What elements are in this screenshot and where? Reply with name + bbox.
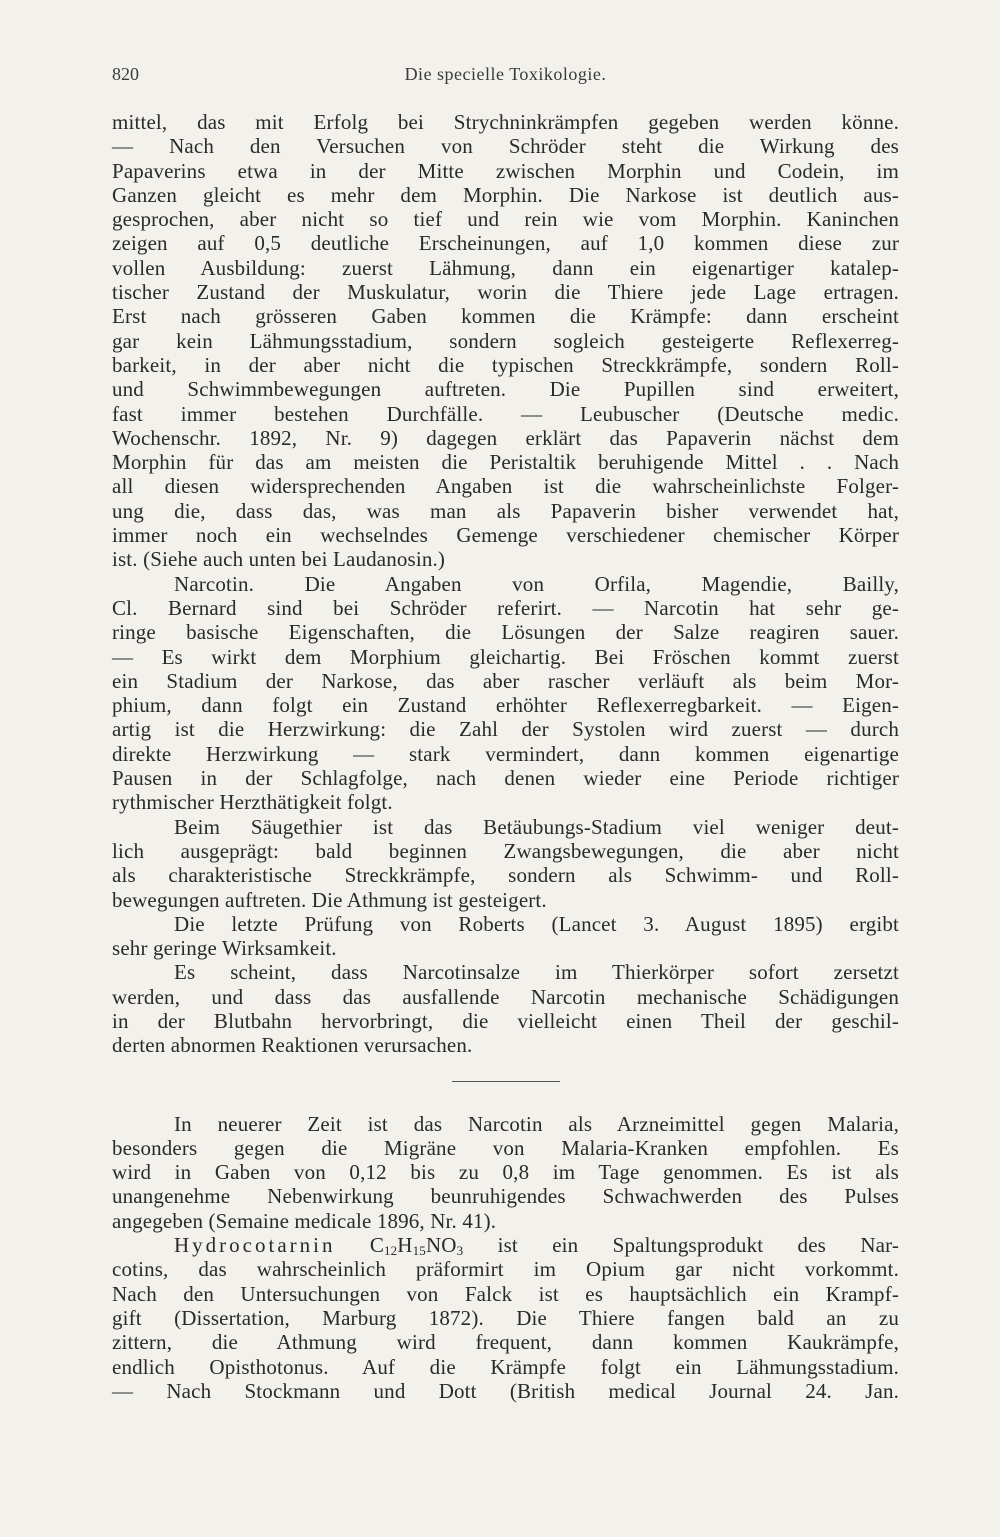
paragraph-saeugethier	[112, 815, 899, 912]
text-line: ringe basische Eigenschaften, die Lösungen der Salze reagiren sauer.	[112, 620, 899, 645]
text-line: barkeit, in der aber nicht die typischen Streckkrämpfe, sondern Roll-	[112, 352, 899, 377]
text-line-rest: ist ein Spaltungsprodukt des Nar-	[497, 1233, 899, 1258]
paragraph-narcotinsalze	[112, 960, 899, 1057]
text-line: derten abnormen Reaktionen verursachen.	[112, 1033, 473, 1058]
text-line: bewegungen auftreten. Die Athmung ist gesteigert.	[112, 887, 547, 912]
text-line: gift (Dissertation, Marburg 1872). Die Thiere fangen bald an zu	[112, 1305, 899, 1330]
text-line: als charakteristische Streckkrämpfe, sondern als Schwimm- und Roll-	[112, 863, 899, 888]
text-line: Es scheint, dass Narcotinsalze im Thierkörper sofort zersetzt	[174, 960, 899, 985]
text-line: artig ist die Herzwirkung: die Zahl der Systolen wird zuerst — durch	[112, 717, 899, 742]
chemical-formula: $C_{12}H_{15}NO_3$	[369, 1233, 464, 1259]
text-line: Die letzte Prüfung von Roberts (Lancet 3. August 1895) ergibt	[174, 911, 899, 936]
text-line: und Schwimmbewegungen auftreten. Die Pupillen sind erweitert,	[112, 377, 899, 402]
text-line: gesprochen, aber nicht so tief und rein wie vom Morphin. Kaninchen	[112, 207, 899, 232]
page-number: 820	[112, 64, 139, 84]
text-line: cotins, das wahrscheinlich präformirt im Opium gar nicht vorkommt.	[112, 1257, 899, 1282]
text-line: — Nach den Versuchen von Schröder steht die Wirkung des	[112, 134, 899, 159]
text-line: in der Blutbahn hervorbringt, die vielleicht einen Theil der geschil-	[112, 1008, 899, 1033]
paragraph-roberts	[112, 912, 899, 961]
text-line: zeigen auf 0,5 deutliche Erscheinungen, auf 1,0 kommen diese zur	[112, 231, 899, 256]
paragraph-papaverin	[112, 110, 899, 572]
book-page	[112, 60, 899, 1403]
text-line: phium, dann folgt ein Zustand erhöhter Reflexerregbarkeit. — Eigen-	[112, 693, 899, 718]
text-line: Erst nach grösseren Gaben kommen die Krämpfe: dann erscheint	[112, 304, 899, 329]
text-line: gar kein Lähmungsstadium, sondern sogleich gesteigerte Reflexerreg-	[112, 328, 899, 353]
text-line: Morphin für das am meisten die Peristaltik beruhigende Mittel . . Nach	[112, 450, 899, 475]
text-line: Ganzen gleicht es mehr dem Morphin. Die Narkose ist deutlich aus-	[112, 182, 899, 207]
text-line: tischer Zustand der Muskulatur, worin die Thiere jede Lage ertragen.	[112, 280, 899, 305]
text-line: Narcotin. Die Angaben von Orfila, Magendie, Bailly,	[174, 571, 899, 596]
text-line: mittel, das mit Erfolg bei Strychninkrämpfen gegeben werden könne.	[112, 110, 899, 134]
paragraph-malaria	[112, 1112, 899, 1233]
text-line: vollen Ausbildung: zuerst Lähmung, dann ein eigenartiger katalep-	[112, 255, 899, 280]
text-line: — Nach Stockmann und Dott (British medical Journal 24. Jan.	[112, 1378, 899, 1403]
text-line: unangenehme Nebenwirkung beunruhigendes Schwachwerden des Pulses	[112, 1184, 899, 1209]
text-line: zittern, die Athmung wird frequent, dann kommen Kaukrämpfe,	[112, 1330, 899, 1355]
text-line: Pausen in der Schlagfolge, nach denen wieder eine Periode richtiger	[112, 766, 899, 791]
text-line: direkte Herzwirkung — stark vermindert, dann kommen eigenartige	[112, 741, 899, 766]
text-line: ist. (Siehe auch unten bei Laudanosin.)	[112, 547, 446, 572]
text-line: In neuerer Zeit ist das Narcotin als Arzneimittel gegen Malaria,	[174, 1111, 899, 1136]
text-line: Cl. Bernard sind bei Schröder referirt. — Narcotin hat sehr ge-	[112, 595, 899, 620]
text-line: Beim Säugethier ist das Betäubungs-Stadium viel weniger deut-	[174, 814, 899, 839]
text-line: sehr geringe Wirksamkeit.	[112, 936, 337, 961]
text-line: Wochenschr. 1892, Nr. 9) dagegen erklärt das Papaverin nächst dem	[112, 425, 899, 450]
text-line: endlich Opisthotonus. Auf die Krämpfe folgt ein Lähmungsstadium.	[112, 1354, 899, 1379]
text-line: rythmischer Herzthätigkeit folgt.	[112, 790, 393, 815]
text-line: Nach den Untersuchungen von Falck ist es hauptsächlich ein Krampf-	[112, 1281, 899, 1306]
text-line: lich ausgeprägt: bald beginnen Zwangsbewegungen, die aber nicht	[112, 838, 899, 863]
text-line: wird in Gaben von 0,12 bis zu 0,8 im Tage genommen. Es ist als	[112, 1160, 899, 1185]
section-divider	[452, 1081, 560, 1082]
text-line: ein Stadium der Narkose, das aber rascher verläuft als beim Mor-	[112, 668, 899, 693]
text-line-with-formula	[112, 1233, 899, 1257]
text-line: werden, und dass das ausfallende Narcotin mechanische Schädigungen	[112, 984, 899, 1009]
text-line: all diesen widersprechenden Angaben ist die wahrscheinlichste Folger-	[112, 474, 899, 499]
compound-name: Hydrocotarnin	[174, 1233, 336, 1258]
text-line: angegeben (Semaine medicale 1896, Nr. 41).	[112, 1208, 497, 1233]
paragraph-narcotin	[112, 572, 899, 815]
text-line: fast immer bestehen Durchfälle. — Leubuscher (Deutsche medic.	[112, 401, 899, 426]
text-line: immer noch ein wechselndes Gemenge verschiedener chemischer Körper	[112, 523, 899, 548]
page-header	[112, 60, 899, 88]
page-body	[112, 110, 899, 1403]
text-line: Papaverins etwa in der Mitte zwischen Morphin und Codein, im	[112, 158, 899, 183]
text-line: — Es wirkt dem Morphium gleichartig. Bei Fröschen kommt zuerst	[112, 644, 899, 669]
text-line: ung die, dass das, was man als Papaverin bisher verwendet hat,	[112, 498, 899, 523]
paragraph-hydrocotarnin	[112, 1233, 899, 1403]
running-title: Die specielle Toxikologie.	[404, 64, 607, 84]
text-line: besonders gegen die Migräne von Malaria-Kranken empfohlen. Es	[112, 1135, 899, 1160]
